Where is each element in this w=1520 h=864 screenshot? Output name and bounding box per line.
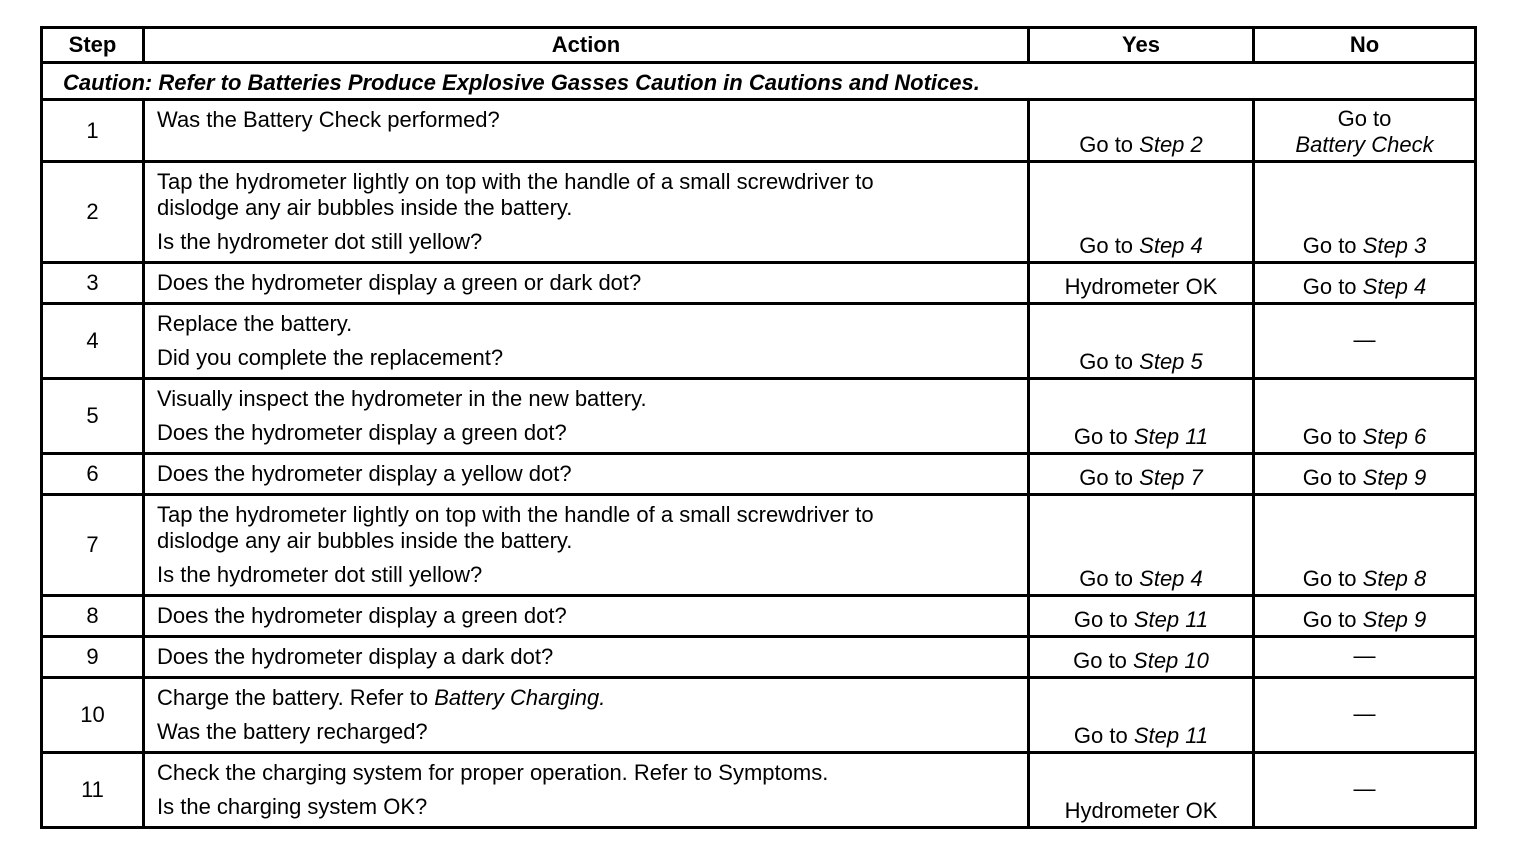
no-cell: [1254, 678, 1476, 753]
yes-cell: [1029, 753, 1254, 828]
yes-step-link[interactable]: Step 11: [1133, 607, 1209, 632]
action-cell: [144, 495, 1029, 596]
no-step-link[interactable]: Step 4: [1362, 274, 1427, 299]
step-number: 7: [42, 495, 144, 596]
yes-step-link[interactable]: Step 2: [1139, 132, 1203, 157]
step-number: 9: [42, 637, 144, 678]
action-text: Was the Battery Check performed?: [157, 107, 500, 132]
no-prefix: Go to: [1337, 106, 1392, 131]
action-cell: [144, 379, 1029, 454]
yes-result: Hydrometer OK: [1064, 274, 1218, 299]
yes-cell: [1029, 495, 1254, 596]
no-dash: —: [1353, 327, 1376, 352]
action-text-prefix: Charge the battery. Refer to: [157, 685, 435, 710]
action-cell: [144, 753, 1029, 828]
no-step-link[interactable]: Step 9: [1362, 465, 1427, 490]
header-row: [42, 28, 1476, 63]
header-yes: Yes: [1029, 28, 1254, 63]
no-cell: [1254, 263, 1476, 304]
caution-row: [42, 63, 1476, 100]
table-row: [42, 263, 1476, 304]
no-cell: [1254, 100, 1476, 162]
yes-step-link[interactable]: Step 11: [1133, 424, 1209, 449]
action-question: Is the charging system OK?: [157, 794, 428, 819]
table-row: [42, 678, 1476, 753]
step-number: 1: [42, 100, 144, 162]
yes-prefix: Go to: [1079, 132, 1140, 157]
no-cell: [1254, 454, 1476, 495]
no-step-link[interactable]: Step 3: [1362, 233, 1427, 258]
yes-step-link[interactable]: Step 4: [1139, 233, 1203, 258]
step-number: 8: [42, 596, 144, 637]
step-number: 3: [42, 263, 144, 304]
no-prefix: Go to: [1302, 274, 1363, 299]
yes-prefix: Go to: [1073, 607, 1134, 632]
table-row: [42, 100, 1476, 162]
no-dash: —: [1353, 776, 1376, 801]
no-cell: [1254, 753, 1476, 828]
no-battery-check-link[interactable]: Battery Check: [1295, 132, 1434, 157]
no-prefix: Go to: [1302, 566, 1363, 591]
yes-prefix: Go to: [1079, 566, 1140, 591]
no-cell: [1254, 304, 1476, 379]
no-prefix: Go to: [1302, 465, 1363, 490]
no-cell: [1254, 596, 1476, 637]
action-question: Was the battery recharged?: [157, 719, 428, 744]
action-question: Does the hydrometer display a green or dark dot?: [157, 270, 642, 295]
action-cell: [144, 304, 1029, 379]
yes-cell: [1029, 100, 1254, 162]
yes-step-link[interactable]: Step 7: [1139, 465, 1203, 490]
action-text: dislodge any air bubbles inside the battery.: [157, 195, 573, 220]
yes-cell: [1029, 263, 1254, 304]
yes-step-link[interactable]: Step 5: [1139, 349, 1203, 374]
yes-cell: [1029, 454, 1254, 495]
table-row: [42, 637, 1476, 678]
yes-prefix: Go to: [1079, 465, 1140, 490]
step-number: 5: [42, 379, 144, 454]
yes-cell: [1029, 162, 1254, 263]
yes-cell: [1029, 304, 1254, 379]
action-cell: [144, 100, 1029, 162]
action-cell: [144, 454, 1029, 495]
table-row: [42, 495, 1476, 596]
action-question: Does the hydrometer display a yellow dot?: [157, 461, 572, 486]
no-prefix: Go to: [1302, 424, 1363, 449]
table-row: [42, 379, 1476, 454]
step-number: 6: [42, 454, 144, 495]
no-dash: —: [1353, 701, 1376, 726]
action-text: Check the charging system for proper operation. Refer to Symptoms.: [157, 760, 829, 785]
caution-text: Caution: Refer to Batteries Produce Explosive Gasses Caution in Cautions and Notices.: [42, 63, 1476, 100]
header-step: Step: [42, 28, 144, 63]
action-text: Tap the hydrometer lightly on top with the handle of a small screwdriver to: [157, 502, 874, 527]
action-question: Does the hydrometer display a dark dot?: [157, 644, 554, 669]
no-step-link[interactable]: Step 9: [1362, 607, 1427, 632]
header-no: No: [1254, 28, 1476, 63]
yes-step-link[interactable]: Step 11: [1133, 723, 1209, 748]
yes-cell: [1029, 379, 1254, 454]
action-text: [157, 685, 1015, 711]
no-cell: [1254, 637, 1476, 678]
step-number: 10: [42, 678, 144, 753]
no-cell: [1254, 495, 1476, 596]
yes-cell: [1029, 637, 1254, 678]
no-step-link[interactable]: Step 8: [1362, 566, 1427, 591]
action-question: Did you complete the replacement?: [157, 345, 504, 370]
action-text: dislodge any air bubbles inside the battery.: [157, 528, 573, 553]
step-number: 4: [42, 304, 144, 379]
action-text: Tap the hydrometer lightly on top with the handle of a small screwdriver to: [157, 169, 874, 194]
no-cell: [1254, 162, 1476, 263]
header-action: Action: [144, 28, 1029, 63]
no-dash: —: [1353, 643, 1376, 668]
table-row: [42, 454, 1476, 495]
action-cell: [144, 637, 1029, 678]
yes-result: Hydrometer OK: [1064, 798, 1218, 823]
action-question: Does the hydrometer display a green dot?: [157, 420, 567, 445]
action-cell: [144, 678, 1029, 753]
yes-step-link[interactable]: Step 4: [1139, 566, 1203, 591]
step-number: 2: [42, 162, 144, 263]
action-text: Visually inspect the hydrometer in the new battery.: [157, 386, 647, 411]
yes-prefix: Go to: [1079, 233, 1140, 258]
table-row: [42, 596, 1476, 637]
no-prefix: Go to: [1302, 607, 1363, 632]
yes-prefix: Go to: [1073, 424, 1134, 449]
yes-cell: [1029, 596, 1254, 637]
yes-prefix: Go to: [1073, 723, 1134, 748]
table-row: [42, 304, 1476, 379]
battery-charging-link[interactable]: Battery Charging.: [434, 685, 606, 710]
yes-prefix: Go to: [1073, 648, 1134, 673]
yes-cell: [1029, 678, 1254, 753]
action-cell: [144, 263, 1029, 304]
diagnostic-table: [40, 26, 1477, 829]
yes-prefix: Go to: [1079, 349, 1140, 374]
action-text: Replace the battery.: [157, 311, 353, 336]
table-row: [42, 753, 1476, 828]
yes-step-link[interactable]: Step 10: [1133, 648, 1209, 673]
action-question: Is the hydrometer dot still yellow?: [157, 229, 483, 254]
no-step-link[interactable]: Step 6: [1362, 424, 1427, 449]
no-prefix: Go to: [1302, 233, 1363, 258]
action-cell: [144, 596, 1029, 637]
action-question: Does the hydrometer display a green dot?: [157, 603, 567, 628]
table-row: [42, 162, 1476, 263]
no-cell: [1254, 379, 1476, 454]
step-number: 11: [42, 753, 144, 828]
action-cell: [144, 162, 1029, 263]
action-question: Is the hydrometer dot still yellow?: [157, 562, 483, 587]
